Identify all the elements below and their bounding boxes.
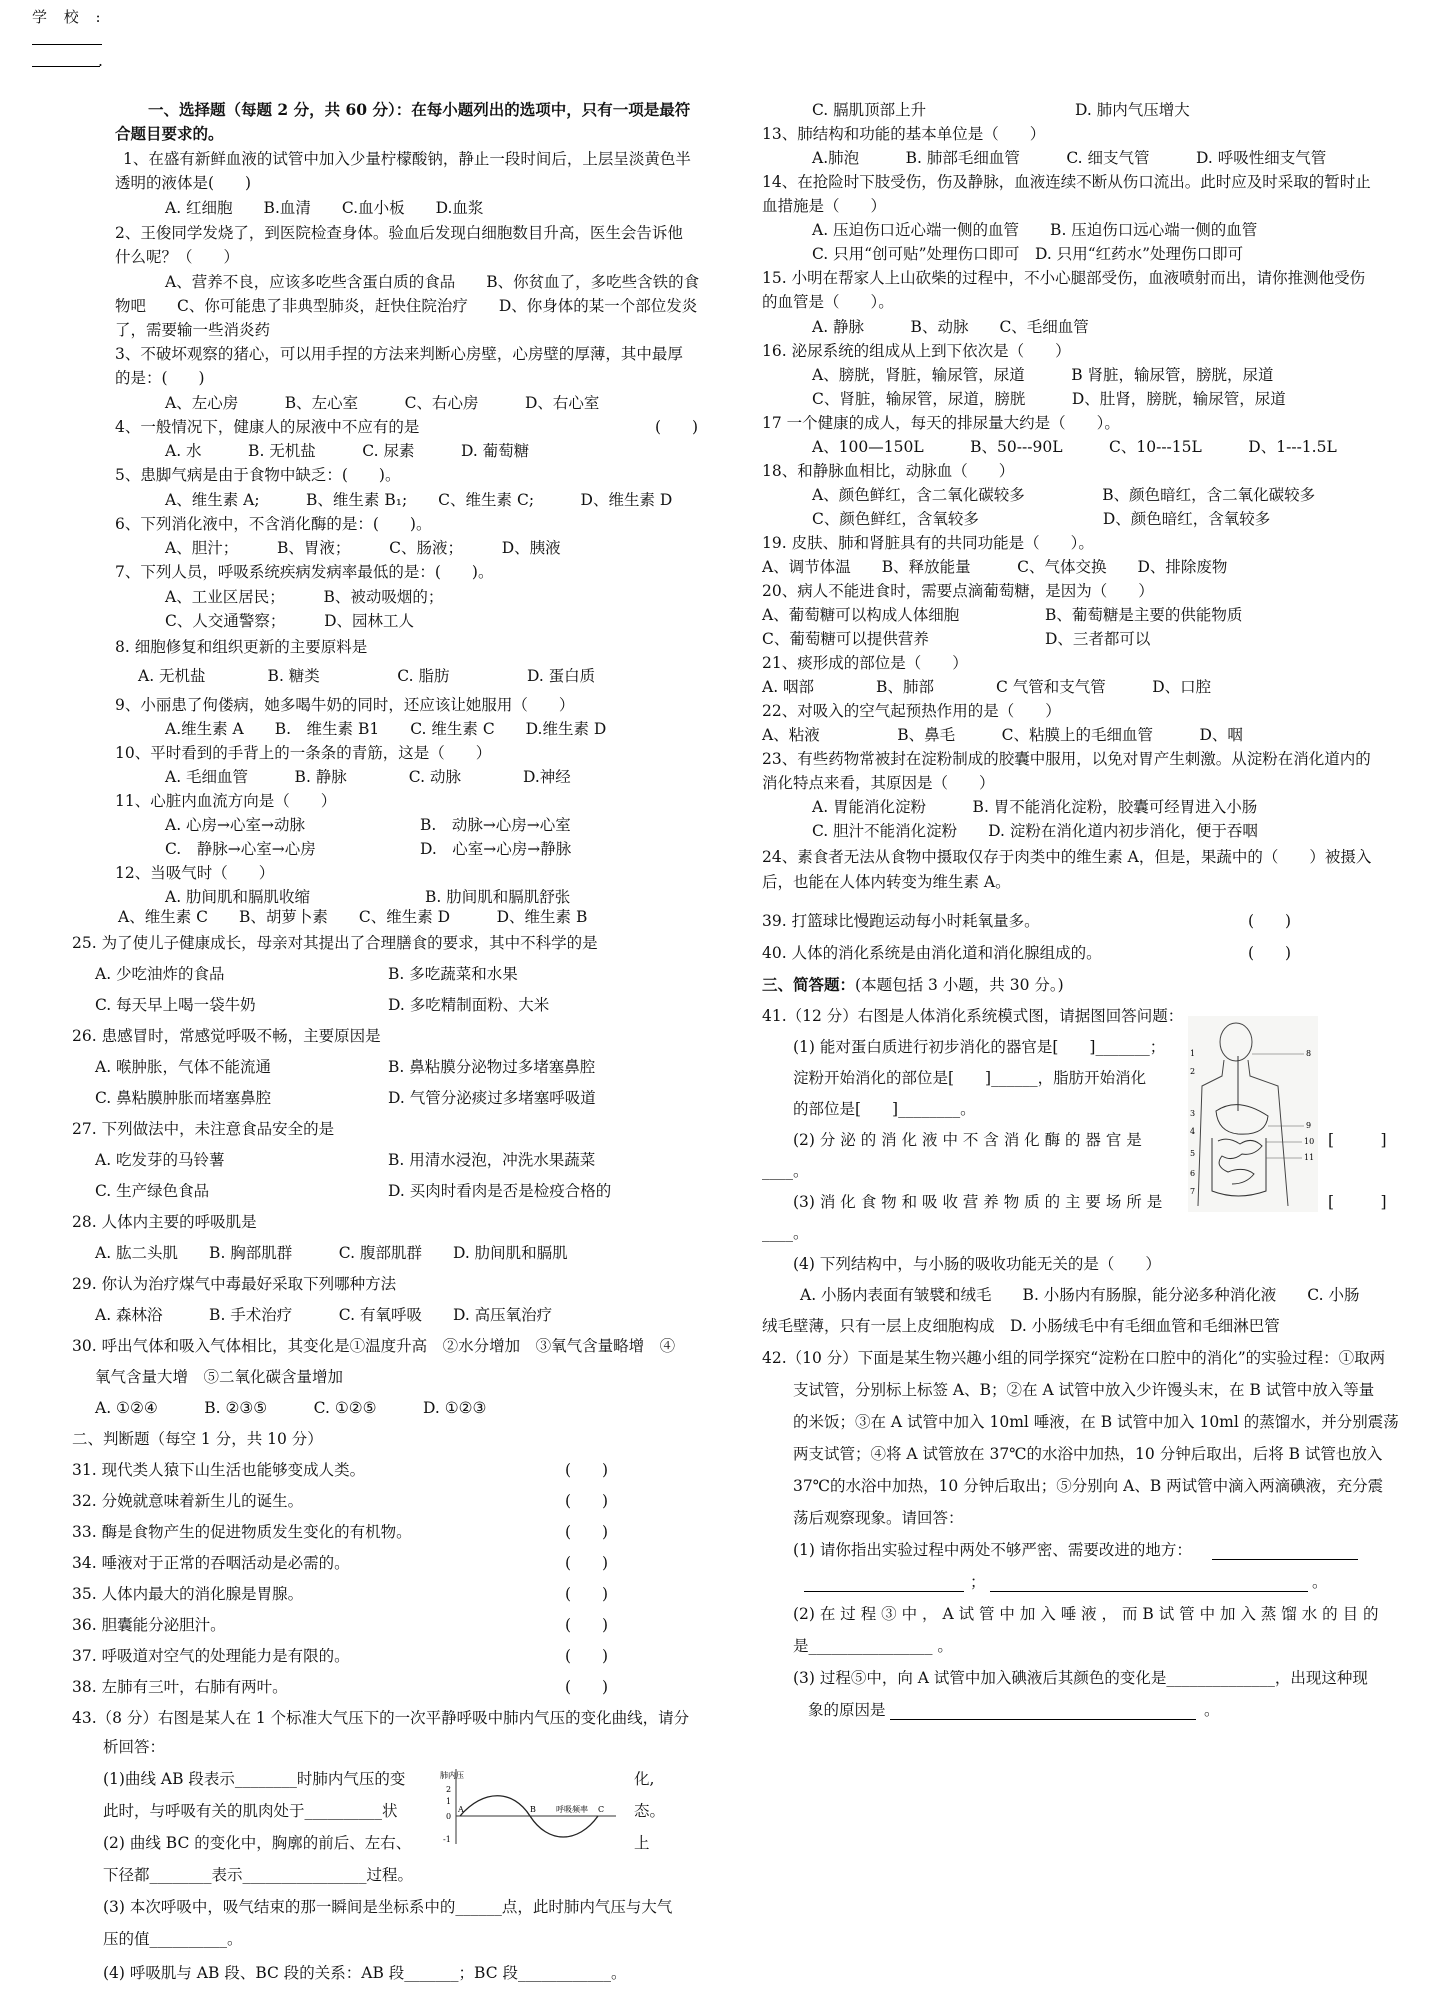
q7-options-2: C、人交通警察； D、园林工人 [165, 612, 415, 630]
q42-stem-6: 荡后观察现象。请回答： [793, 1509, 964, 1527]
fig41-label-6: 6 [1190, 1169, 1196, 1178]
q42-stem-4: 两支试管；④将 A 试管放在 37℃的水浴中加热，10 分钟后取出，后将 B 试管也放入 [793, 1445, 1383, 1463]
q26-option-b: B. 鼻粘膜分泌物过多堵塞鼻腔 [388, 1058, 596, 1076]
q41-part3: (3) 消 化 食 物 和 吸 收 营 养 物 质 的 主 要 场 所 是 [793, 1193, 1163, 1211]
q11-option-d: D. 心室→心房→静脉 [420, 840, 572, 858]
q3-stem: 3、不破坏观察的猪心，可以用手捏的方法来判断心房壁，心房壁的厚薄，其中最厚 [115, 345, 683, 363]
q41-part1-cont2: 的部位是[ ]________。 [793, 1100, 976, 1118]
q10-options: A. 毛细血管 B. 静脉 C. 动脉 D.神经 [165, 768, 571, 786]
school-label: 学 校 : [32, 8, 107, 26]
q42-part3-cont: 象的原因是 [808, 1701, 886, 1719]
tf33-paren[interactable]: ( ) [565, 1523, 609, 1541]
q16-stem: 16. 泌尿系统的组成从上到下依次是（ ） [762, 342, 1071, 360]
q41-part1: (1) 能对蛋白质进行初步消化的器官是[ ]_______； [793, 1038, 1166, 1056]
q20-option-d: D、三者都可以 [1045, 630, 1151, 648]
tf31: 31. 现代类人猿下山生活也能够变成人类。 [72, 1461, 366, 1479]
q14-stem: 14、在抢险时下肢受伤，伤及静脉，血液连续不断从伤口流出。此时应及时采取的暂时止 [762, 173, 1371, 191]
q12-option-b: B. 肋间肌和膈肌舒张 [425, 888, 571, 906]
digestive-system-figure [1188, 1016, 1318, 1212]
q42-part1-semicolon: ； [970, 1573, 986, 1591]
section1-title: 一、选择题（每题 2 分，共 60 分）：在每小题列出的选项中，只有一项是最符 [148, 100, 691, 119]
q1-stem: 1、在盛有新鲜血液的试管中加入少量柠檬酸钠，静止一段时间后，上层呈淡黄色半 [123, 150, 691, 168]
q25-stem: 25. 为了使儿子健康成长，母亲对其提出了合理膳食的要求，其中不科学的是 [72, 934, 598, 952]
q10-stem: 10、平时看到的手背上的一条条的青筋，这是（ ） [115, 744, 492, 762]
q24-stem: 24、素食者无法从食物中摄取仅存于肉类中的维生素 A，但是，果蔬中的（ ）被摄入 [762, 848, 1372, 866]
q4-paren: ( ) [655, 418, 699, 436]
tf34-paren[interactable]: ( ) [565, 1554, 609, 1572]
q41-part2-bracket[interactable]: [ ] [1328, 1131, 1387, 1149]
fig41-label-10: 10 [1304, 1137, 1315, 1146]
q4-stem: 4、一般情况下，健康人的尿液中不应有的是 [115, 418, 420, 436]
q23-stem: 23、有些药物常被封在淀粉制成的胶囊中服用，以免对胃产生刺激。从淀粉在消化道内的 [762, 750, 1371, 768]
q42-part3-period: 。 [1204, 1701, 1220, 1719]
q25-option-b: B. 多吃蔬菜和水果 [388, 965, 518, 983]
q1-options: A. 红细胞 B.血清 C.血小板 D.血浆 [165, 199, 484, 217]
school-underline-2 [32, 66, 100, 67]
q29-options: A. 森林浴 B. 手术治疗 C. 有氧呼吸 D. 高压氧治疗 [95, 1306, 553, 1324]
header-dot: . [98, 52, 103, 70]
q21-options: A. 咽部 B、肺部 C 气管和支气管 D、口腔 [762, 678, 1212, 696]
section3-title [762, 974, 1064, 996]
q15-stem-cont: 的血管是（ ）。 [762, 293, 894, 311]
q23-options-1: A. 胃能消化淀粉 B. 胃不能消化淀粉，胶囊可经胃进入小肠 [812, 798, 1258, 816]
tf36: 36. 胆囊能分泌胆汁。 [72, 1616, 226, 1634]
q42-stem: 42.（10 分）下面是某生物兴趣小组的同学探究“淀粉在口腔中的消化”的实验过程：①取两 [762, 1349, 1386, 1367]
q43-part1-cont-end: 态。 [634, 1802, 666, 1820]
q30-options: A. ①②④ B. ②③⑤ C. ①②⑤ D. ①②③ [95, 1399, 487, 1417]
q9-options: A.维生素 A B. 维生素 B1 C. 维生素 C D.维生素 D [165, 720, 607, 738]
q6-stem: 6、下列消化液中，不含消化酶的是：( )。 [115, 515, 432, 533]
q27-stem: 27. 下列做法中，未注意食品安全的是 [72, 1120, 335, 1138]
q20-option-a: A、葡萄糖可以构成人体细胞 [762, 606, 960, 624]
figure-background [1188, 1016, 1318, 1212]
fig43-point-c: C [598, 1805, 605, 1814]
q16-options-1: A、膀胱，肾脏，输尿管，尿道 B 肾脏，输尿管，膀胱，尿道 [812, 366, 1274, 384]
tf39: 39. 打篮球比慢跑运动每小时耗氧量多。 [762, 912, 1040, 930]
q41-part2-blank[interactable]: ____。 [762, 1162, 809, 1180]
q14-stem-cont: 血措施是（ ） [762, 197, 887, 215]
tf31-paren[interactable]: ( ) [565, 1461, 609, 1479]
q11-option-c: C. 静脉→心室→心房 [165, 840, 316, 858]
fig41-label-5: 5 [1190, 1149, 1196, 1158]
q18-options-2: C、颜色鲜红，含氧较多 D、颜色暗红，含氧较多 [812, 510, 1271, 528]
q16-options-2: C、肾脏，输尿管，尿道，膀胱 D、肚肾，膀胱，输尿管，尿道 [812, 390, 1286, 408]
q41-part4-options-cont: 绒毛壁薄，只有一层上皮细胞构成 D. 小肠绒毛中有毛细血管和毛细淋巴管 [762, 1317, 1280, 1335]
q2-stem-cont: 什么呢？（ ） [115, 248, 240, 266]
q15-options: A. 静脉 B、动脉 C、毛细血管 [812, 318, 1089, 336]
q30-stem: 30. 呼出气体和吸入气体相比，其变化是①温度升高 ②水分增加 ③氧气含量略增 ④ [72, 1337, 676, 1355]
q43-part3: (3) 本次呼吸中，吸气结束的那一瞬间是坐标系中的______点，此时肺内气压与大气 [103, 1898, 673, 1916]
tf40-paren[interactable]: ( ) [1248, 944, 1292, 962]
q23-options-2: C. 胆汁不能消化淀粉 D. 淀粉在消化道内初步消化，便于吞咽 [812, 822, 1258, 840]
q2-option-d: 了，需要输一些消炎药 [115, 321, 271, 339]
tf36-paren[interactable]: ( ) [565, 1616, 609, 1634]
q20-option-c: C、葡萄糖可以提供营养 [762, 630, 929, 648]
q13-options: A.肺泡 B. 肺部毛细血管 C. 细支气管 D. 呼吸性细支气管 [812, 149, 1327, 167]
q41-part2: (2) 分 泌 的 消 化 液 中 不 含 消 化 酶 的 器 官 是 [793, 1131, 1142, 1149]
q12-stem: 12、当吸气时（ ） [115, 864, 275, 882]
q20-option-b: B、葡萄糖是主要的供能物质 [1045, 606, 1243, 624]
q12-option-a: A. 肋间肌和膈肌收缩 [165, 888, 311, 906]
q42-part1-period: 。 [1312, 1573, 1328, 1591]
tf35-paren[interactable]: ( ) [565, 1585, 609, 1603]
q5-options: A、维生素 A; B、维生素 B₁; C、维生素 C; D、维生素 D [165, 491, 673, 509]
q43-part2-cont: 下径都________表示________________过程。 [103, 1866, 414, 1884]
tf39-paren[interactable]: ( ) [1248, 912, 1292, 930]
q12-option-c: C. 膈肌顶部上升 [812, 101, 927, 119]
pressure-curve-figure [438, 1764, 626, 1852]
q26-option-a: A. 喉肿胀，气体不能流通 [95, 1058, 272, 1076]
q1-stem-cont: 透明的液体是( ) [115, 174, 252, 192]
fig43-tick-1: 1 [446, 1797, 452, 1806]
q25-option-a: A. 少吃油炸的食品 [95, 965, 225, 983]
q21-stem: 21、痰形成的部位是（ ） [762, 654, 968, 672]
q43-stem: 43.（8 分）右图是某人在 1 个标准大气压下的一次平静呼吸中肺内气压的变化曲线，请分 [72, 1709, 690, 1727]
q25-option-c: C. 每天早上喝一袋牛奶 [95, 996, 256, 1014]
q43-part1: (1)曲线 AB 段表示________时肺内气压的变 [103, 1770, 406, 1788]
tf32: 32. 分娩就意味着新生儿的诞生。 [72, 1492, 304, 1510]
tf34: 34. 唾液对于正常的吞咽活动是必需的。 [72, 1554, 350, 1572]
q8-stem: 8. 细胞修复和组织更新的主要原料是 [115, 638, 368, 656]
q42-stem-5: 37℃的水浴中加热，10 分钟后取出；⑤分别向 A、B 两试管中滴入两滴碘液，充分震 [793, 1477, 1384, 1495]
q42-part2-cont: 是________________ 。 [793, 1637, 953, 1655]
q25-option-d: D. 多吃精制面粉、大米 [388, 996, 550, 1014]
fig43-xlabel: 呼吸频率 [556, 1805, 588, 1814]
tf35: 35. 人体内最大的消化腺是胃腺。 [72, 1585, 304, 1603]
q27-option-b: B. 用清水浸泡，冲洗水果蔬菜 [388, 1151, 596, 1169]
q41-stem: 41.（12 分）右图是人体消化系统模式图，请据图回答问题： [762, 1007, 1184, 1025]
q7-stem: 7、下列人员，呼吸系统疾病发病率最低的是：( )。 [115, 563, 494, 581]
q42-stem-3: 的米饭；③在 A 试管中加入 10ml 唾液，在 B 试管中加入 10ml 的蒸馏水，并分别震荡 [793, 1413, 1399, 1431]
fig41-label-1: 1 [1190, 1049, 1196, 1058]
tf38-paren[interactable]: ( ) [565, 1678, 609, 1696]
q19-stem: 19. 皮肤、肺和肾脏具有的共同功能是（ ）。 [762, 534, 1094, 552]
q19-options: A、调节体温 B、释放能量 C、气体交换 D、排除废物 [762, 558, 1228, 576]
q14-options-1: A. 压迫伤口近心端一侧的血管 B. 压迫伤口远心端一侧的血管 [812, 221, 1258, 239]
q3-options: A、左心房 B、左心室 C、右心房 D、右心室 [165, 394, 600, 412]
section3-title-bold: 三、简答题： [762, 975, 856, 994]
fig41-label-7: 7 [1190, 1187, 1196, 1196]
fig41-label-9: 9 [1306, 1121, 1312, 1130]
q43-part1-end: 化, [634, 1770, 655, 1788]
tf37-paren[interactable]: ( ) [565, 1647, 609, 1665]
q3-stem-cont: 的是：( ) [115, 369, 205, 387]
q41-part3-bracket[interactable]: [ ] [1328, 1193, 1387, 1211]
q30-stem-cont: 氧气含量大增 ⑤二氧化碳含量增加 [95, 1368, 344, 1386]
fig43-tick-2: 2 [446, 1785, 452, 1794]
q43-stem-cont: 析回答： [103, 1738, 166, 1756]
q2-option-c: 物吧 C、你可能患了非典型肺炎，赶快住院治疗 D、你身体的某一个部位发炎 [115, 297, 698, 315]
q41-part1-cont: 淀粉开始消化的部位是[ ]______，脂肪开始消化 [793, 1069, 1147, 1087]
q26-option-d: D. 气管分泌痰过多堵塞呼吸道 [388, 1089, 596, 1107]
q13-stem: 13、肺结构和功能的基本单位是（ ） [762, 125, 1046, 143]
tf38: 38. 左肺有三叶，右肺有两叶。 [72, 1678, 288, 1696]
tf40: 40. 人体的消化系统是由消化道和消化腺组成的。 [762, 944, 1102, 962]
q41-part3-blank[interactable]: ____。 [762, 1224, 809, 1242]
q20-stem: 20、病人不能进食时，需要点滴葡萄糖，是因为（ ） [762, 582, 1154, 600]
q43-part1-cont: 此时，与呼吸有关的肌肉处于__________状 [103, 1802, 398, 1820]
q17-stem: 17 一个健康的成人，每天的排尿量大约是（ ）。 [762, 414, 1120, 432]
q24-stem-cont: 后，也能在人体内转变为维生素 A。 [762, 873, 1011, 891]
q42-part1: (1) 请你指出实验过程中两处不够严密、需要改进的地方： [793, 1541, 1192, 1559]
q43-part2: (2) 曲线 BC 的变化中，胸廓的前后、左右、 [103, 1834, 412, 1852]
q29-stem: 29. 你认为治疗煤气中毒最好采取下列哪种方法 [72, 1275, 397, 1293]
q5-stem: 5、患脚气病是由于食物中缺乏：( )。 [115, 466, 401, 484]
q18-options-1: A、颜色鲜红，含二氧化碳较多 B、颜色暗红，含二氧化碳较多 [812, 486, 1316, 504]
fig43-ylabel: 肺内压 [440, 1771, 464, 1780]
q2-stem: 2、王俊同学发烧了，到医院检查身体。验血后发现白细胞数目升高，医生会告诉他 [115, 224, 683, 242]
q6-options: A、胆汁； B、胃液； C、肠液； D、胰液 [165, 539, 561, 557]
q28-stem: 28. 人体内主要的呼吸肌是 [72, 1213, 257, 1231]
q43-part2-end: 上 [634, 1834, 650, 1852]
q27-option-a: A. 吃发芽的马铃薯 [95, 1151, 225, 1169]
fig41-label-2: 2 [1190, 1067, 1196, 1076]
q42-part3: (3) 过程⑤中，向 A 试管中加入碘液后其颜色的变化是______________，出现这种现 [793, 1669, 1368, 1687]
q9-stem: 9、小丽患了佝偻病，她多喝牛奶的同时，还应该让她服用（ ） [115, 696, 575, 714]
q42-part1-blank-1[interactable] [1212, 1559, 1358, 1560]
q42-stem-2: 支试管，分别标上标签 A、B；②在 A 试管中放入少许馒头末，在 B 试管中放入等量 [793, 1381, 1375, 1399]
q7-options-1: A、工业区居民； B、被动吸烟的； [165, 588, 444, 606]
q11-stem: 11、心脏内血流方向是（ ） [115, 792, 337, 810]
q28-options: A. 肱二头肌 B. 胸部肌群 C. 腹部肌群 D. 肋间肌和膈肌 [95, 1244, 568, 1262]
q17-options: A、100—150L B、50---90L C、10---15L D、1---1.5L [812, 438, 1337, 456]
q8-options: A. 无机盐 B. 糖类 C. 脂肪 D. 蛋白质 [138, 667, 596, 685]
q41-part4-options: A. 小肠内表面有皱襞和绒毛 B. 小肠内有肠腺，能分泌多种消化液 C. 小肠 [800, 1286, 1360, 1304]
q2-option-a: A、营养不良，应该多吃些含蛋白质的食品 B、你贫血了，多吃些含铁的食 [165, 273, 700, 291]
q4-options: A. 水 B. 无机盐 C. 尿素 D. 葡萄糖 [165, 442, 530, 460]
q24-options: A、维生素 C B、胡萝卜素 C、维生素 D D、维生素 B [118, 908, 588, 926]
q41-part4: (4) 下列结构中，与小肠的吸收功能无关的是（ ） [793, 1255, 1161, 1273]
q27-option-d: D. 买肉时看肉是否是检疫合格的 [388, 1182, 612, 1200]
q42-part1-blank-2[interactable] [804, 1591, 964, 1592]
q18-stem: 18、和静脉血相比，动脉血（ ） [762, 462, 1015, 480]
q26-stem: 26. 患感冒时，常感觉呼吸不畅，主要原因是 [72, 1027, 381, 1045]
q11-option-a: A. 心房→心室→动脉 [165, 816, 306, 834]
q12-option-d: D. 肺内气压增大 [1075, 101, 1190, 119]
q26-option-c: C. 鼻粘膜肿胀而堵塞鼻腔 [95, 1089, 272, 1107]
q43-part3-cont: 压的值__________。 [103, 1930, 243, 1948]
section1-title-cont: 合题目要求的。 [115, 124, 224, 143]
q23-stem-cont: 消化特点来看，其原因是（ ） [762, 774, 995, 792]
q27-option-c: C. 生产绿色食品 [95, 1182, 210, 1200]
q42-part1-blank-3[interactable] [990, 1591, 1308, 1592]
q11-option-b: B. 动脉→心房→心室 [420, 816, 571, 834]
fig43-point-a: A [458, 1805, 464, 1814]
school-underline-1 [32, 44, 102, 45]
fig41-label-4: 4 [1190, 1127, 1196, 1136]
section3-title-rest: (本题包括 3 小题，共 30 分。) [855, 976, 1064, 994]
q22-stem: 22、对吸入的空气起预热作用的是（ ） [762, 702, 1061, 720]
q22-options: A、粘液 B、鼻毛 C、粘膜上的毛细血管 D、咽 [762, 726, 1243, 744]
q14-options-2: C. 只用“创可贴”处理伤口即可 D. 只用“红药水”处理伤口即可 [812, 245, 1244, 263]
q42-part2: (2) 在 过 程 ③ 中 ， A 试 管 中 加 入 唾 液 ， 而 B 试 管 中 加 入 蒸 馏 水 的 目 的 [793, 1605, 1379, 1623]
fig43-tick-neg1: -1 [443, 1835, 451, 1844]
fig41-label-3: 3 [1190, 1109, 1196, 1118]
tf37: 37. 呼吸道对空气的处理能力是有限的。 [72, 1647, 350, 1665]
tf32-paren[interactable]: ( ) [565, 1492, 609, 1510]
tf33: 33. 酶是食物产生的促进物质发生变化的有机物。 [72, 1523, 412, 1541]
q15-stem: 15. 小明在帮家人上山砍柴的过程中，不小心腿部受伤，血液喷射而出，请你推测他受伤 [762, 269, 1366, 287]
section2-title: 二、判断题（每空 1 分，共 10 分） [72, 1430, 323, 1448]
fig43-tick-0: 0 [446, 1812, 452, 1821]
fig43-point-b: B [530, 1805, 536, 1814]
q42-part3-blank[interactable] [890, 1719, 1196, 1720]
fig41-label-8: 8 [1306, 1049, 1312, 1058]
q43-part4: (4) 呼吸肌与 AB 段、BC 段的关系：AB 段_______；BC 段____________。 [103, 1964, 627, 1982]
fig41-label-11: 11 [1304, 1153, 1315, 1162]
